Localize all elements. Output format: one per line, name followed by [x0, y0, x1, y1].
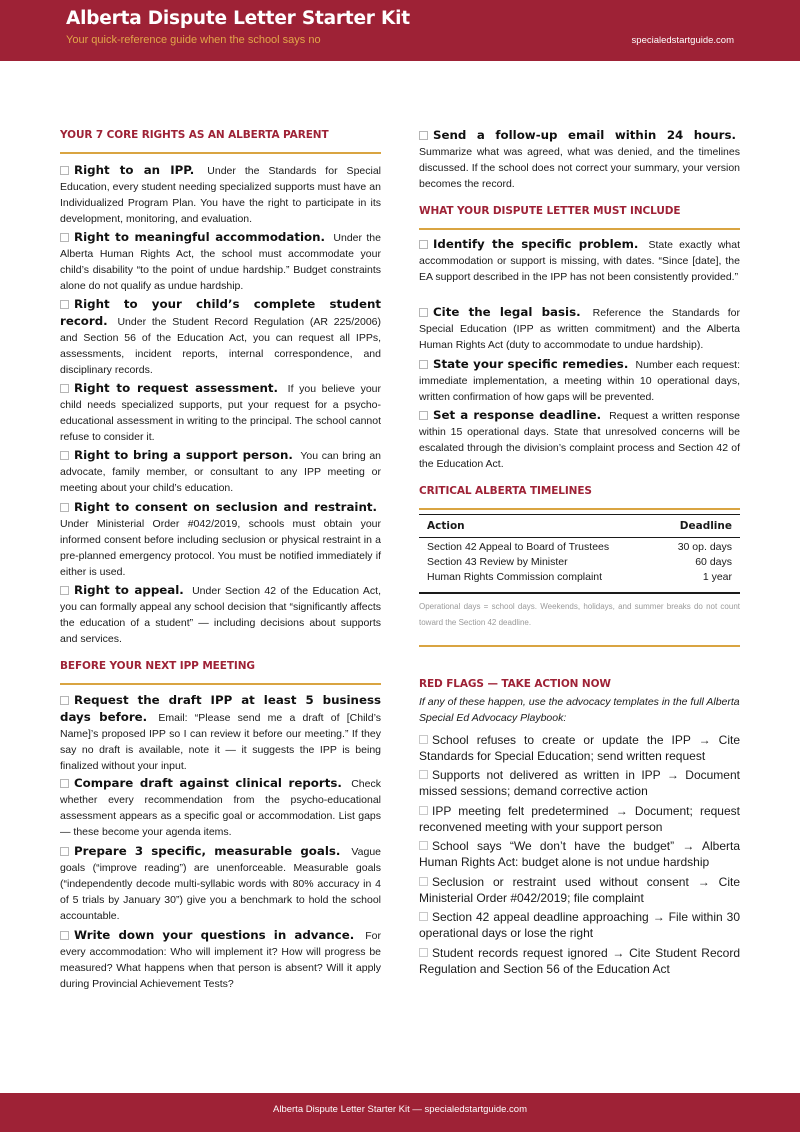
site-link[interactable]: specialedstartguide.com [631, 35, 734, 46]
letter-item [419, 304, 740, 353]
timelines-heading: CRITICAL ALBERTA TIMELINES [419, 485, 592, 497]
meeting-item [60, 927, 381, 992]
letter-item [419, 407, 740, 472]
rights-item [60, 447, 381, 496]
row-action: Section 43 Review by Minister [427, 556, 568, 568]
item-text: For every accommodation: Who will implement it? How will progress be measured? What happens when that person is absent? Will it apply during Provincial Achievement Tests? [60, 930, 381, 990]
item-lead: Right to consent on seclusion and restraint. [74, 500, 377, 514]
item-lead: Identify the specific problem. [433, 237, 639, 251]
item-lead: Send a follow-up email within 24 hours. [433, 128, 736, 142]
table-row [419, 541, 740, 556]
table-row [419, 556, 740, 571]
meeting-heading: BEFORE YOUR NEXT IPP MEETING [60, 660, 255, 672]
rights-item [60, 380, 381, 445]
item-lead: Right to appeal. [74, 583, 184, 597]
row-action: Human Rights Commission complaint [427, 571, 603, 583]
item-text: Reference the Standards for Special Education (IPP as written commitment) and the Alberta Human Rights Act (duty to accommodate to undue hardship). [419, 307, 740, 351]
checkbox-icon[interactable] [419, 948, 428, 957]
checkbox-icon[interactable] [60, 166, 69, 175]
flag-text: Section 42 appeal deadline approaching → File within 30 operational days or lose the right [419, 910, 740, 940]
flag-text: Supports not delivered as written in IPP → Document missed sessions; demand corrective action [419, 768, 740, 798]
meeting-rule [60, 683, 381, 685]
item-text: State exactly what accommodation or support is missing, with dates. “Since [date], the EA support described in the IPP has not been consistently provided.” [419, 239, 741, 283]
flag-text: Student records request ignored → Cite Student Record Regulation and Section 56 of the Education Act [419, 946, 740, 976]
letter-item [419, 236, 740, 285]
flag-item [419, 803, 740, 835]
flag-item [419, 909, 740, 941]
item-lead: Prepare 3 specific, measurable goals. [74, 844, 341, 858]
checkbox-icon[interactable] [60, 451, 69, 460]
timelines-end-rule [419, 645, 740, 647]
checkbox-icon[interactable] [60, 233, 69, 242]
flag-text: Seclusion or restraint used without consent → Cite Ministerial Order #042/2019; file complaint [419, 875, 740, 905]
footer-bar [0, 1093, 800, 1132]
checkbox-icon[interactable] [419, 806, 428, 815]
checkbox-icon[interactable] [419, 735, 428, 744]
checkbox-icon[interactable] [419, 841, 428, 850]
item-text: Check whether every recommendation from the psycho-educational assessment appears as a specific goal or accommodation. List gaps — these become your agenda items. [60, 778, 381, 838]
checkbox-icon[interactable] [419, 308, 428, 317]
footer-text: Alberta Dispute Letter Starter Kit — specialedstartguide.com [273, 1104, 527, 1115]
checkbox-icon[interactable] [60, 384, 69, 393]
meeting-item [60, 692, 381, 774]
item-lead: Request the draft IPP at least 5 business days before. [60, 693, 381, 724]
item-lead: Right to request assessment. [74, 381, 279, 395]
item-text: Vague goals (“improve reading”) are unenforceable. Measurable goals (“independently decode multi-syllabic words with 80% accuracy in 4 of 5 trials by January 30”) give you a benchmark to hold the school accountable. [60, 846, 382, 922]
flag-text: School says “We don’t have the budget” → Alberta Human Rights Act: budget alone is not undue hardship [419, 839, 740, 869]
checkbox-icon[interactable] [60, 779, 69, 788]
checkbox-icon[interactable] [60, 300, 69, 309]
rights-item [60, 229, 381, 294]
item-lead: Write down your questions in advance. [74, 928, 355, 942]
item-text: Number each request: immediate implementation, a meeting within 10 operational days, written confirmation of how gaps will be prevented. [419, 359, 740, 403]
flag-item [419, 767, 740, 799]
checkbox-icon[interactable] [419, 240, 428, 249]
item-text: Under Section 42 of the Education Act, you can formally appeal any school decision that “significantly affects the education of a student” — including decisions about supports and services. [60, 585, 381, 645]
checkbox-icon[interactable] [419, 770, 428, 779]
item-lead: State your specific remedies. [433, 357, 629, 371]
checkbox-icon[interactable] [419, 877, 428, 886]
rights-rule [60, 152, 381, 154]
flag-item [419, 838, 740, 870]
timelines-note: Operational days = school days. Weekends, holidays, and summer breaks do not count toward the Section 42 deadline. [419, 602, 740, 627]
rights-item [60, 582, 381, 647]
checkbox-icon[interactable] [419, 411, 428, 420]
item-text: Summarize what was agreed, what was denied, and the timelines discussed. If the school does not correct your summary, your version becomes the record. [419, 146, 740, 190]
table-header [419, 514, 740, 538]
item-text: If you believe your child needs specialized supports, put your request for a psycho-educational assessment in writing to the principal. The school cannot refuse to consider it. [60, 383, 382, 443]
checkbox-icon[interactable] [60, 696, 69, 705]
rights-item [60, 499, 381, 580]
rights-item [60, 296, 381, 378]
checkbox-icon[interactable] [60, 847, 69, 856]
flag-item [419, 945, 740, 977]
meeting-item [60, 775, 381, 840]
table-row [419, 571, 740, 586]
rights-item [60, 162, 381, 227]
checkbox-icon[interactable] [60, 931, 69, 940]
item-text: Under Ministerial Order #042/2019, schools must obtain your informed consent before including seclusion or physical restraint in a pre-planned emergency protocol. You must be notified immediately if either is used. [60, 518, 381, 578]
checkbox-icon[interactable] [60, 503, 69, 512]
page-title: Alberta Dispute Letter Starter Kit [66, 8, 410, 29]
item-text: Request a written response within 15 operational days. State that unresolved concerns will be escalated through the division’s complaint process and Section 42 of the Education Act. [419, 410, 740, 470]
meeting-item [419, 127, 740, 192]
flags-heading: RED FLAGS — TAKE ACTION NOW [419, 678, 611, 690]
flags-intro: If any of these happen, use the advocacy templates in the full Alberta Special Ed Advocacy Playbook: [419, 696, 740, 724]
item-lead: Right to an IPP. [74, 163, 195, 177]
item-text: Under the Alberta Human Rights Act, the school must accommodate your child’s disability “to the point of undue hardship.” Budget constraints alone do not qualify as undue hardship. [60, 232, 381, 292]
checkbox-icon[interactable] [419, 912, 428, 921]
rights-heading: YOUR 7 CORE RIGHTS AS AN ALBERTA PARENT [60, 129, 329, 141]
checkbox-icon[interactable] [60, 586, 69, 595]
flag-item [419, 732, 740, 764]
flag-text: IPP meeting felt predetermined → Document; request reconvened meeting with your support person [419, 804, 740, 834]
item-text: Under the Standards for Special Education, every student needing specialized supports must have an Individualized Program Plan. You have the right to participate in its development, monitoring, and evaluation. [60, 165, 381, 225]
timelines-rule [419, 508, 740, 510]
item-text: Under the Student Record Regulation (AR 225/2006) and Section 56 of the Education Act, you can request all IPPs, assessments, incident reports, internal correspondence, and disciplinary records. [60, 316, 381, 376]
timelines-table [419, 514, 740, 594]
letter-item [419, 356, 740, 405]
col-deadline-header: Deadline [679, 520, 732, 532]
item-lead: Right to meaningful accommodation. [74, 230, 326, 244]
flag-text: School refuses to create or update the IPP → Cite Standards for Special Education; send written request [419, 733, 740, 763]
row-deadline: 60 days [695, 556, 732, 568]
item-lead: Compare draft against clinical reports. [74, 776, 342, 790]
col-action-header: Action [427, 520, 465, 532]
meeting-item [60, 843, 381, 924]
item-lead: Right to bring a support person. [74, 448, 293, 462]
header-bar [0, 0, 800, 61]
item-text: Email: “Please send me a draft of [Child’s Name]’s proposed IPP so I can review it before our meeting.” If they say no draft is available, note it — it suggests the IPP is being finalized without your input. [60, 712, 381, 772]
item-lead: Set a response deadline. [433, 408, 602, 422]
row-action: Section 42 Appeal to Board of Trustees [427, 541, 610, 553]
row-deadline: 30 op. days [677, 541, 732, 553]
letter-rule [419, 228, 740, 230]
table-bottom-rule [419, 592, 740, 594]
row-deadline: 1 year [702, 571, 732, 583]
item-lead: Right to your child’s complete student record. [60, 297, 381, 328]
checkbox-icon[interactable] [419, 360, 428, 369]
page-subtitle: Your quick-reference guide when the school says no [66, 34, 321, 46]
letter-heading: WHAT YOUR DISPUTE LETTER MUST INCLUDE [419, 205, 681, 217]
item-text: You can bring an advocate, family member, or consultant to any IPP meeting or meeting about your child’s education. [60, 450, 381, 494]
item-lead: Cite the legal basis. [433, 305, 581, 319]
checkbox-icon[interactable] [419, 131, 428, 140]
flag-item [419, 874, 740, 906]
